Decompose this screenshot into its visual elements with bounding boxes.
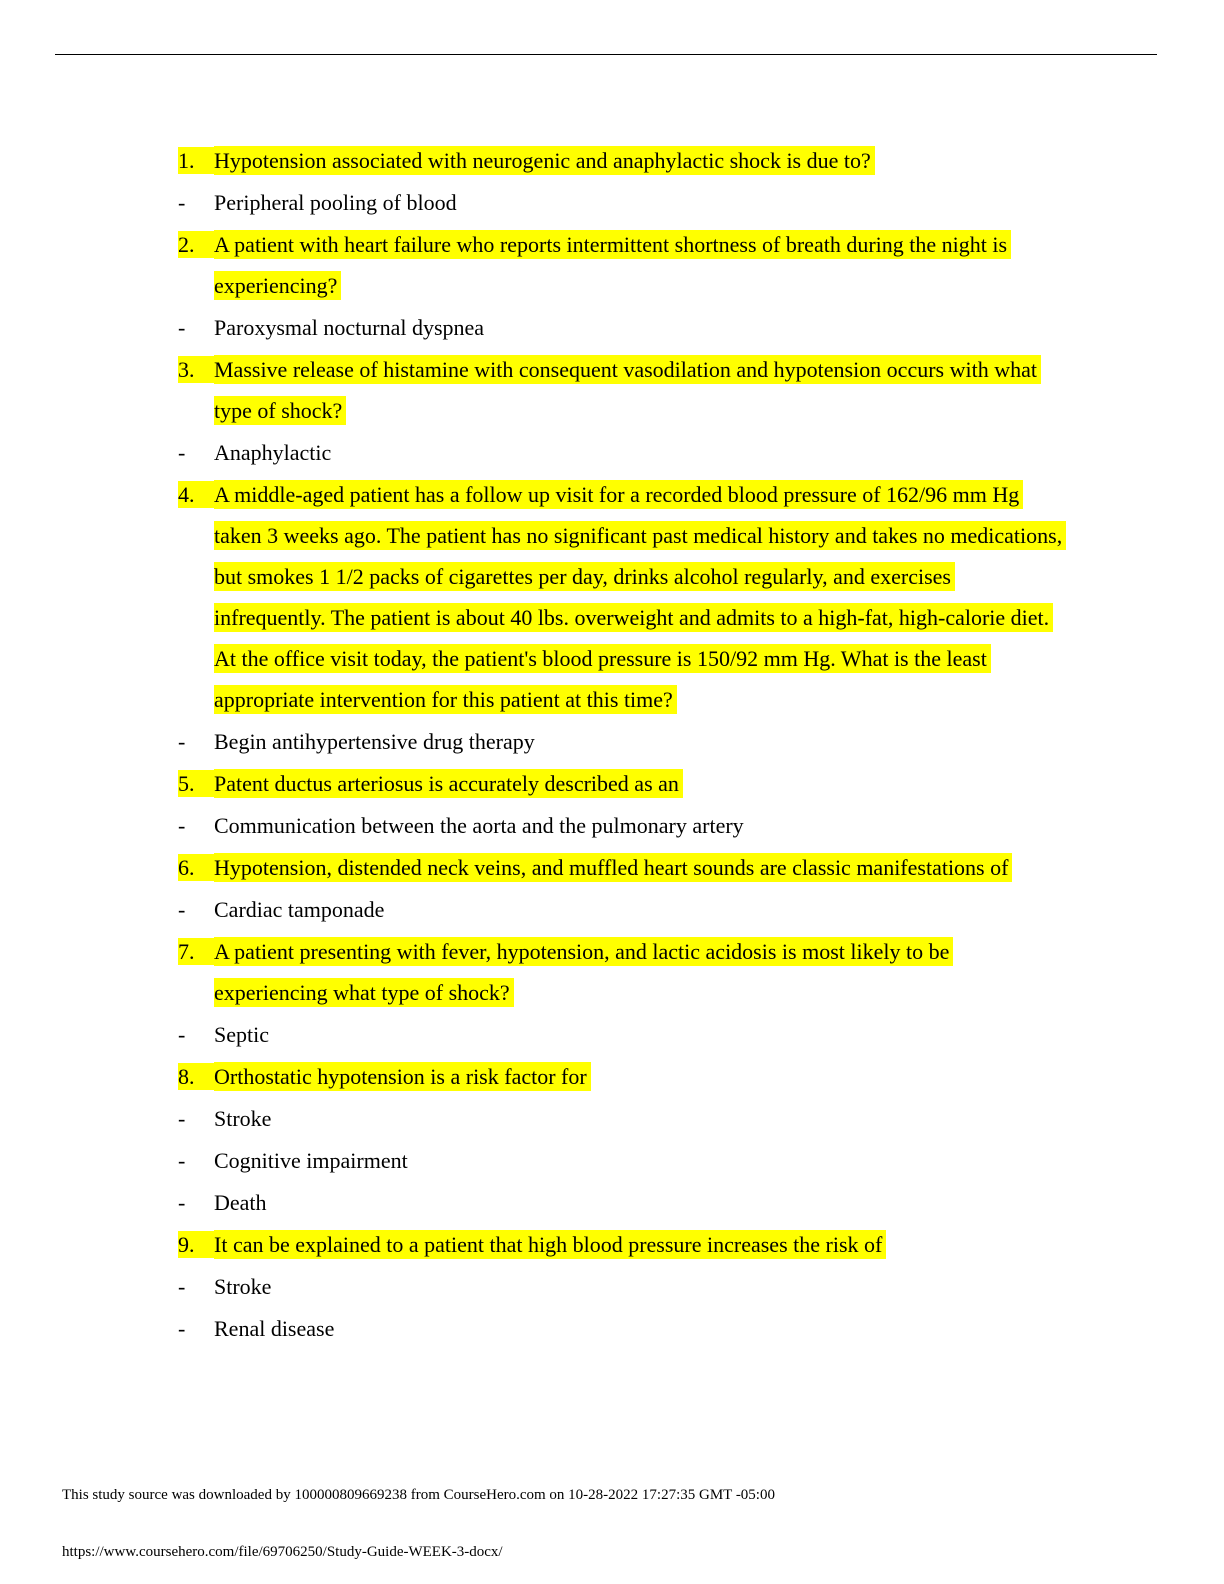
question-item [178,847,1068,888]
answer-bullet: - [178,1022,186,1047]
question-text: Hypotension, distended neck veins, and muffled heart sounds are classic manifestations of [214,853,1012,882]
question-text: A middle-aged patient has a follow up visit for a recorded blood pressure of 162/96 mm Hg taken 3 weeks ago. The patient has no significant past medical history and takes no medications, but smokes 1 1/2 packs of cigarettes per day, drinks alcohol regularly, and exercises infrequently. The patient is about 40 lbs. overweight and admits to a high-fat, high-calorie diet. At the office visit today, the patient's blood pressure is 150/92 mm Hg. What is the least appropriate intervention for this patient at this time? [214,480,1066,714]
answer-text: Stroke [214,1106,272,1131]
answer-text: Anaphylactic [214,440,332,465]
question-number: 2. [178,231,214,258]
question-text: Hypotension associated with neurogenic and anaphylactic shock is due to? [214,146,875,175]
answer-text: Paroxysmal nocturnal dyspnea [214,315,485,340]
answer-bullet: - [178,729,186,754]
question-text-block [214,763,683,804]
question-item [178,140,1068,181]
answer-bullet: - [178,1316,186,1341]
answer-item [178,1098,1068,1139]
answer-bullet: - [178,1106,186,1131]
question-text: It can be explained to a patient that high blood pressure increases the risk of [214,1230,886,1259]
answer-text: Begin antihypertensive drug therapy [214,729,535,754]
answer-bullet: - [178,1274,186,1299]
answer-bullet: - [178,315,186,340]
study-guide-list [178,140,1068,1350]
answer-bullet: - [178,813,186,838]
question-item [178,474,1068,720]
question-text-block [214,1224,886,1265]
question-item [178,1056,1068,1097]
question-text-block [214,1056,591,1097]
answer-text: Renal disease [214,1316,335,1341]
question-text-block [214,474,1064,720]
answer-bullet: - [178,1148,186,1173]
answer-text: Stroke [214,1274,272,1299]
question-text: Patent ductus arteriosus is accurately described as an [214,769,683,798]
answer-item [178,182,1068,223]
answer-text: Septic [214,1022,269,1047]
question-item [178,1224,1068,1265]
answer-text: Death [214,1190,267,1215]
question-item [178,931,1068,1013]
question-text-block [214,931,1064,1013]
question-number: 7. [178,938,214,965]
question-number: 5. [178,770,214,797]
header-rule [55,54,1157,55]
question-number: 9. [178,1231,214,1258]
question-item [178,224,1068,306]
question-number: 1. [178,147,214,174]
question-number: 3. [178,356,214,383]
answer-item [178,1140,1068,1181]
question-number: 4. [178,481,214,508]
question-text-block [214,140,875,181]
question-text: Orthostatic hypotension is a risk factor for [214,1062,591,1091]
answer-text: Peripheral pooling of blood [214,190,457,215]
answer-bullet: - [178,1190,186,1215]
question-text-block [214,349,1064,431]
question-text-block [214,224,1064,306]
question-text: A patient presenting with fever, hypotension, and lactic acidosis is most likely to be experiencing what type of shock? [214,937,953,1007]
question-number: 8. [178,1063,214,1090]
answer-item [178,1014,1068,1055]
answer-text: Cardiac tamponade [214,897,385,922]
answer-bullet: - [178,190,186,215]
answer-bullet: - [178,897,186,922]
question-item [178,349,1068,431]
question-text: Massive release of histamine with consequent vasodilation and hypotension occurs with what type of shock? [214,355,1041,425]
answer-text: Cognitive impairment [214,1148,408,1173]
footer-url-link[interactable]: https://www.coursehero.com/file/69706250/Study-Guide-WEEK-3-docx/ [62,1544,503,1560]
question-number: 6. [178,854,214,881]
answer-item [178,432,1068,473]
answer-item [178,721,1068,762]
answer-item [178,805,1068,846]
question-text-block [214,847,1012,888]
answer-item [178,1266,1068,1307]
answer-text: Communication between the aorta and the pulmonary artery [214,813,744,838]
answer-item [178,1182,1068,1223]
question-item [178,763,1068,804]
answer-item [178,1308,1068,1349]
answer-item [178,307,1068,348]
answer-item [178,889,1068,930]
footer-source-notice: This study source was downloaded by 100000809669238 from CourseHero.com on 10-28-2022 17:27:35 GMT -05:00 [62,1487,775,1503]
answer-bullet: - [178,440,186,465]
question-text: A patient with heart failure who reports intermittent shortness of breath during the night is experiencing? [214,230,1011,300]
